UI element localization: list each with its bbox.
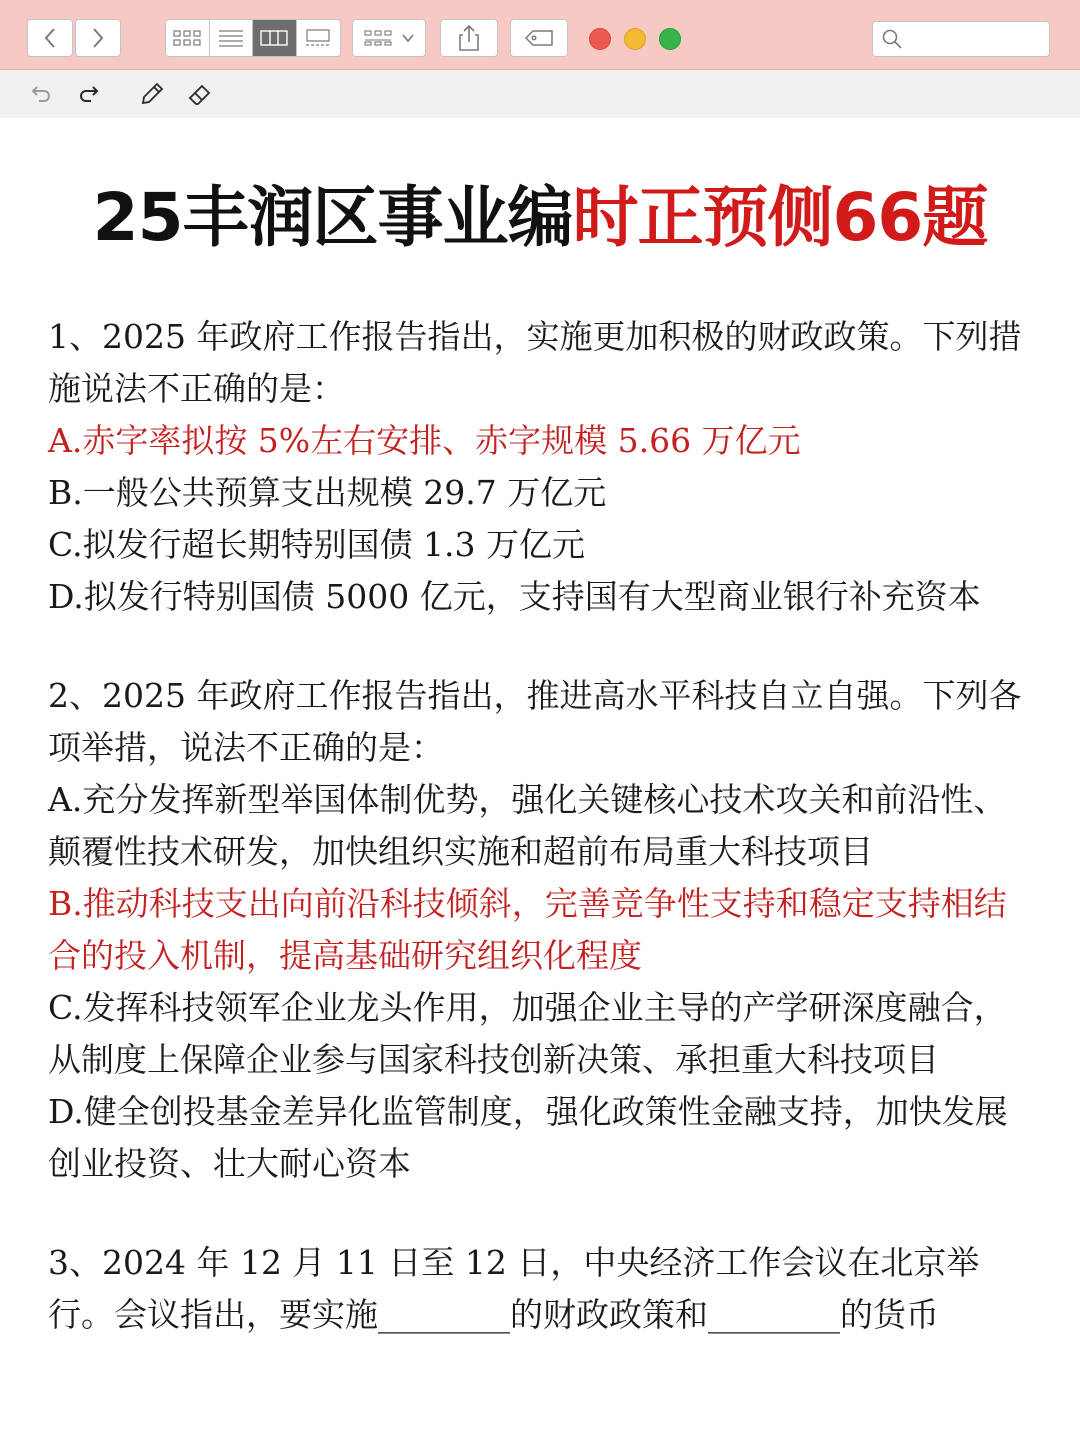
question-stem: 2、2025 年政府工作报告指出，推进高水平科技自立自强。下列各项举措，说法不正确的是： (48, 676, 1022, 767)
column-view-icon (260, 29, 288, 47)
question-block (48, 670, 1038, 1190)
group-by-icon (363, 28, 393, 48)
search-input[interactable] (907, 26, 1047, 54)
list-view-icon (218, 29, 244, 47)
list-view-button[interactable] (210, 20, 254, 56)
group-by-dropdown[interactable] (352, 19, 426, 57)
minimize-window-button[interactable] (624, 28, 646, 50)
page-title (0, 176, 1080, 260)
question-stem: 3、2024 年 12 月 11 日至 12 日，中央经济工作会议在北京举行。会议指出，要实施________的财政政策和________的货币 (48, 1243, 980, 1334)
answer-option: B.推动科技支出向前沿科技倾斜，完善竞争性支持和稳定支持相结合的投入机制，提高基础研究组织化程度 (48, 884, 1007, 975)
share-button[interactable] (440, 19, 498, 57)
undo-button[interactable] (28, 80, 56, 108)
option: C.拟发行超长期特别国债 1.3 万亿元 (48, 525, 586, 564)
chevron-right-icon (91, 27, 105, 49)
title-highlight: 时正预侧66题 (572, 179, 988, 256)
question-stem: 1、2025 年政府工作报告指出，实施更加积极的财政政策。下列措施说法不正确的是： (48, 317, 1022, 408)
redo-icon (76, 82, 100, 106)
chevron-down-icon (401, 33, 415, 43)
title-plain: 25丰润区事业编 (92, 179, 573, 256)
question-list (48, 311, 1038, 1341)
option: A.充分发挥新型举国体制优势，强化关键核心技术攻关和前沿性、颠覆性技术研发，加快组织实施和超前布局重大科技项目 (48, 780, 1007, 871)
option: D.拟发行特别国债 5000 亿元，支持国有大型商业银行补充资本 (48, 577, 981, 616)
gallery-view-button[interactable] (297, 20, 340, 56)
answer-option: A.赤字率拟按 5%左右安排、赤字规模 5.66 万亿元 (48, 421, 801, 460)
search-field[interactable] (872, 21, 1050, 57)
back-button[interactable] (27, 19, 73, 57)
view-mode-segmented-control (165, 19, 341, 57)
question-block (48, 311, 1038, 623)
undo-icon (30, 82, 54, 106)
tag-icon (524, 29, 554, 47)
pencil-tool-button[interactable] (138, 80, 166, 108)
zoom-window-button[interactable] (659, 28, 681, 50)
window-toolbar (0, 0, 1080, 70)
share-icon (457, 24, 481, 52)
search-icon (881, 28, 903, 50)
option: C.发挥科技领军企业龙头作用，加强企业主导的产学研深度融合，从制度上保障企业参与国家科技创新决策、承担重大科技项目 (48, 988, 1007, 1079)
eraser-tool-button[interactable] (186, 80, 214, 108)
redo-button[interactable] (74, 80, 102, 108)
icon-view-button[interactable] (166, 20, 210, 56)
column-view-button[interactable] (253, 20, 297, 56)
eraser-icon (187, 81, 213, 107)
icon-grid-view-icon (172, 28, 202, 48)
option: B.一般公共预算支出规模 29.7 万亿元 (48, 473, 607, 512)
chevron-left-icon (43, 27, 57, 49)
tag-button[interactable] (510, 19, 568, 57)
pencil-icon (139, 81, 165, 107)
close-window-button[interactable] (589, 28, 611, 50)
forward-button[interactable] (75, 19, 121, 57)
question-block (48, 1237, 1038, 1341)
gallery-view-icon (304, 28, 332, 48)
option: D.健全创投基金差异化监管制度，强化政策性金融支持，加快发展创业投资、壮大耐心资本 (48, 1092, 1008, 1183)
